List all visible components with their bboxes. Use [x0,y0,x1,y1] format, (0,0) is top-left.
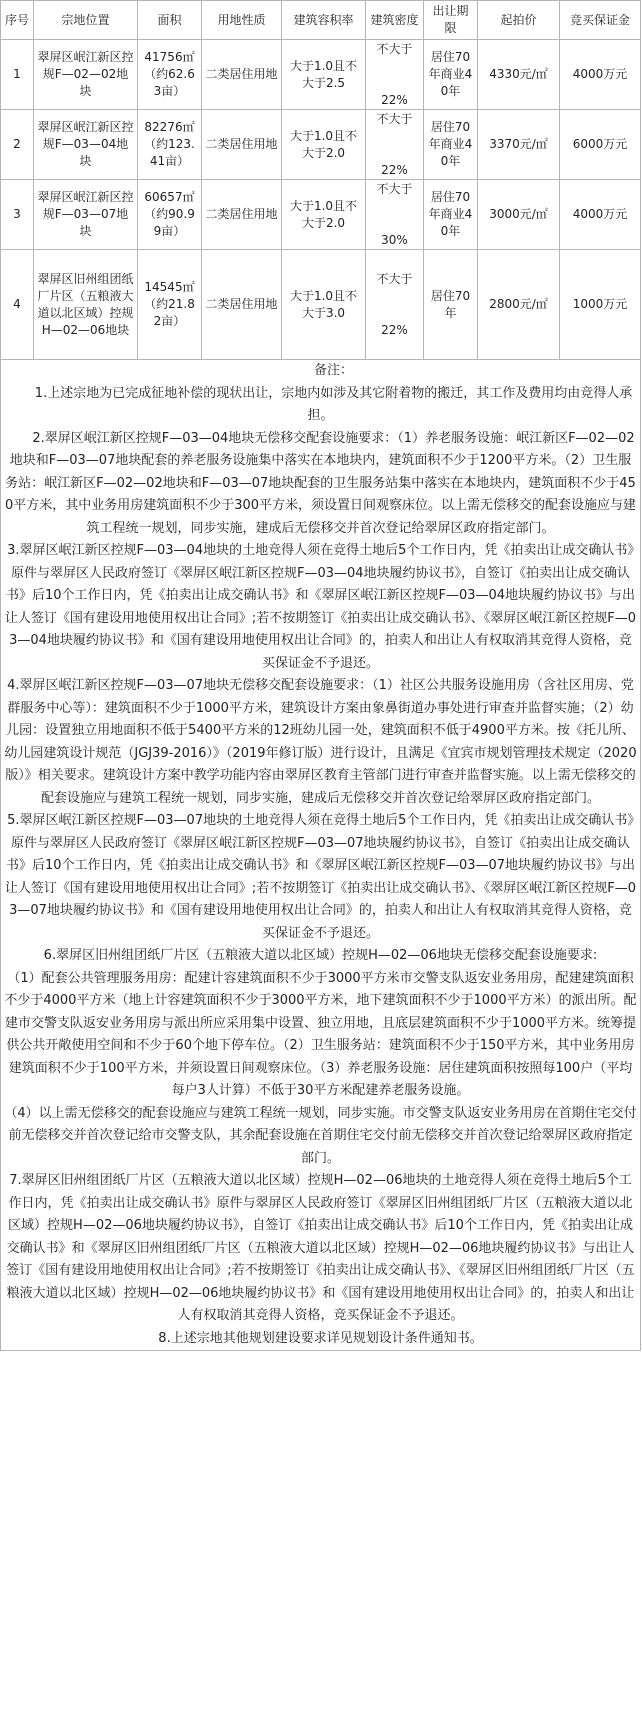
cell-plot: 翠屏区岷江新区控规F—03—04地块 [34,110,138,180]
density-value: 30% [381,232,408,247]
cell-deposit: 4000万元 [560,180,641,250]
cell-plot: 翠屏区旧州组团纸厂片区（五粮液大道以北区域）控规H—02—06地块 [34,250,138,360]
cell-deposit: 4000万元 [560,40,641,110]
cell-no: 4 [1,250,34,360]
cell-no: 3 [1,180,34,250]
note-3: 3.翠屏区岷江新区控规F—03—04地块的土地竞得人须在竞得土地后5个工作日内，凭《拍卖出让成交确认书》原件与翠屏区人民政府签订《翠屏区岷江新区控规F—03—04地块履约协议书》，自签订《拍卖出让成交确认书》后10个工作日内，凭《拍卖出让成交确认书》和《翠屏区岷江新区控规F—03—04地块履约协议书》与出让人签订《国有建设用地使用权出让合同》;若不按期签订《拍卖出让成交确认书》、《翠屏区岷江新区控规F—03—04地块履约协议书》和《国有建设用地使用权出让合同》的，拍卖人和出让人有权取消其竞得人资格，竞买保证金不予退还。 [4,543,637,671]
notes-row [1,360,641,1351]
cell-plot: 翠屏区岷江新区控规F—03—07地块 [34,180,138,250]
cell-use: 二类居住用地 [202,110,282,180]
density-value: 22% [381,92,408,107]
notes-title: 备注： [313,363,353,378]
cell-area: 14545㎡（约21.82亩） [138,250,202,360]
density-prefix: 不大于 [376,271,413,286]
cell-far: 大于1.0且不大于2.0 [282,180,366,250]
header-plot: 宗地位置 [34,1,138,40]
cell-no: 2 [1,110,34,180]
cell-use: 二类居住用地 [202,180,282,250]
density-prefix: 不大于 [376,41,413,56]
header-deposit: 竞买保证金 [560,1,641,40]
cell-area: 41756㎡（约62.63亩） [138,40,202,110]
table-header-row [1,1,641,40]
notes-cell [1,360,641,1351]
header-use: 用地性质 [202,1,282,40]
header-no: 序号 [1,1,34,40]
note-4: 4.翠屏区岷江新区控规F—03—07地块无偿移交配套设施要求：（1）社区公共服务设施用房（含社区用房、党群服务中心等）：建筑面积不少于1000平方米，建筑设计方案由象鼻街道办事处进行审查并监督实施；（2）幼儿园：设置独立用地面积不低于5400平方米的12班幼儿园一处，建筑面积不低于4900平方米。按《托儿所、幼儿园建筑设计规范（JGJ39-2016）》（2019年修订版）进行设计，且满足《宜宾市规划管理技术规定（2020版）》相关要求。建筑设计方案中教学功能内容由翠屏区教育主管部门进行审查并监督实施。以上需无偿移交的配套设施应与建筑工程统一规划，同步实施，建成后无偿移交并首次登记给翠屏区政府指定部门。 [4,678,637,806]
cell-deposit: 1000万元 [560,250,641,360]
cell-price: 2800元/㎡ [478,250,560,360]
cell-use: 二类居住用地 [202,40,282,110]
density-prefix: 不大于 [376,111,413,126]
note-6-body: （1）配套公共管理服务用房：配建计容建筑面积不少于3000平方米市交警支队返安业务用房，配建建筑面积不少于4000平方米（地上计容建筑面积不少于3000平方米，地下建筑面积不少于1000平方米）的派出所。配建市交警支队返安业务用房与派出所应采用集中设置、独立用地，且底层建筑面积不少于1000平方米。统筹提供公共开敞使用空间和不少于60个地下停车位。（2）卫生服务站：建筑面积不少于150平方米，其中业务用房建筑面积不少于100平方米，并须设置日间观察床位。（3）养老服务设施：居住建筑面积按照每100户（平均每户3人计算）不低于30平方米配建养老服务设施。 [4,970,637,1098]
cell-density [366,40,424,110]
cell-far: 大于1.0且不大于3.0 [282,250,366,360]
cell-density [366,250,424,360]
cell-plot: 翠屏区岷江新区控规F—02—02地块 [34,40,138,110]
cell-term: 居住70年商业40年 [424,180,478,250]
cell-density [366,180,424,250]
cell-price: 3000元/㎡ [478,180,560,250]
density-value: 22% [381,162,408,177]
cell-term: 居住70年 [424,250,478,360]
header-term: 出让期限 [424,1,478,40]
table-row [1,180,641,250]
cell-density [366,110,424,180]
header-density: 建筑密度 [366,1,424,40]
note-7: 7.翠屏区旧州组团纸厂片区（五粮液大道以北区域）控规H—02—06地块的土地竞得人须在竞得土地后5个工作日内，凭《拍卖出让成交确认书》原件与翠屏区人民政府签订《翠屏区旧州组团纸厂片区（五粮液大道以北区域）控规H—02—06地块履约协议书》，自签订《拍卖出让成交确认书》后10个工作日内，凭《拍卖出让成交确认书》和《翠屏区旧州组团纸厂片区（五粮液大道以北区域）控规H—02—06地块履约协议书》与出让人签订《国有建设用地使用权出让合同》;若不按期签订《拍卖出让成交确认书》、《翠屏区旧州组团纸厂片区（五粮液大道以北区域）控规H—02—06地块履约协议书》和《国有建设用地使用权出让合同》的，拍卖人和出让人有权取消其竞得人资格，竞买保证金不予退还。 [6,1173,635,1323]
density-prefix: 不大于 [376,181,413,196]
cell-area: 82276㎡（约123.41亩） [138,110,202,180]
cell-term: 居住70年商业40年 [424,110,478,180]
table-row [1,40,641,110]
cell-price: 3370元/㎡ [478,110,560,180]
note-1: 1.上述宗地为已完成征地补偿的现状出让，宗地内如涉及其它附着物的搬迁，其工作及费用均由竞得人承担。 [34,385,633,423]
header-area: 面积 [138,1,202,40]
note-6-tail: （4）以上需无偿移交的配套设施应与建筑工程统一规划，同步实施。市交警支队返安业务用房在首期住宅交付前无偿移交并首次登记给市交警支队，其余配套设施在首期住宅交付前无偿移交并首次登记给翠屏区政府指定部门。 [4,1105,637,1166]
table-row [1,110,641,180]
cell-deposit: 6000万元 [560,110,641,180]
cell-area: 60657㎡（约90.99亩） [138,180,202,250]
cell-no: 1 [1,40,34,110]
note-6-title: 6.翠屏区旧州组团纸厂片区（五粮液大道以北区域）控规H—02—06地块无偿移交配套设施要求: [43,948,598,963]
header-price: 起拍价 [478,1,560,40]
note-8: 8.上述宗地其他规划建设要求详见规划设计条件通知书。 [158,1330,483,1346]
cell-price: 4330元/㎡ [478,40,560,110]
cell-term: 居住70年商业40年 [424,40,478,110]
cell-far: 大于1.0且不大于2.5 [282,40,366,110]
header-far: 建筑容积率 [282,1,366,40]
cell-use: 二类居住用地 [202,250,282,360]
density-value: 22% [381,322,408,337]
note-5: 5.翠屏区岷江新区控规F—03—07地块的土地竞得人须在竞得土地后5个工作日内，凭《拍卖出让成交确认书》原件与翠屏区人民政府签订《翠屏区岷江新区控规F—03—07地块履约协议书》，自签订《拍卖出让成交确认书》后10个工作日内，凭《拍卖出让成交确认书》和《翠屏区岷江新区控规F—03—07地块履约协议书》与出让人签订《国有建设用地使用权出让合同》;若不按期签订《拍卖出让成交确认书》、《翠屏区岷江新区控规F—03—07地块履约协议书》和《国有建设用地使用权出让合同》的，拍卖人和出让人有权取消其竞得人资格，竞买保证金不予退还。 [4,813,637,941]
table-row [1,250,641,360]
cell-far: 大于1.0且不大于2.0 [282,110,366,180]
note-2: 2.翠屏区岷江新区控规F—03—04地块无偿移交配套设施要求：（1）养老服务设施：岷江新区F—02—02地块和F—03—07地块配套的养老服务设施集中落实在本地块内，建筑面积不少于1200平方米。（2）卫生服务站：岷江新区F—02—02地块和F—03—07地块配套的卫生服务站集中落实在本地块内，建筑面积不少于450平方米，其中业务用房建筑面积不少于300平方米，须设置日间观察床位。以上需无偿移交的配套设施应与建筑工程统一规划，同步实施，建成后无偿移交并首次登记给翠屏区政府指定部门。 [4,430,637,536]
